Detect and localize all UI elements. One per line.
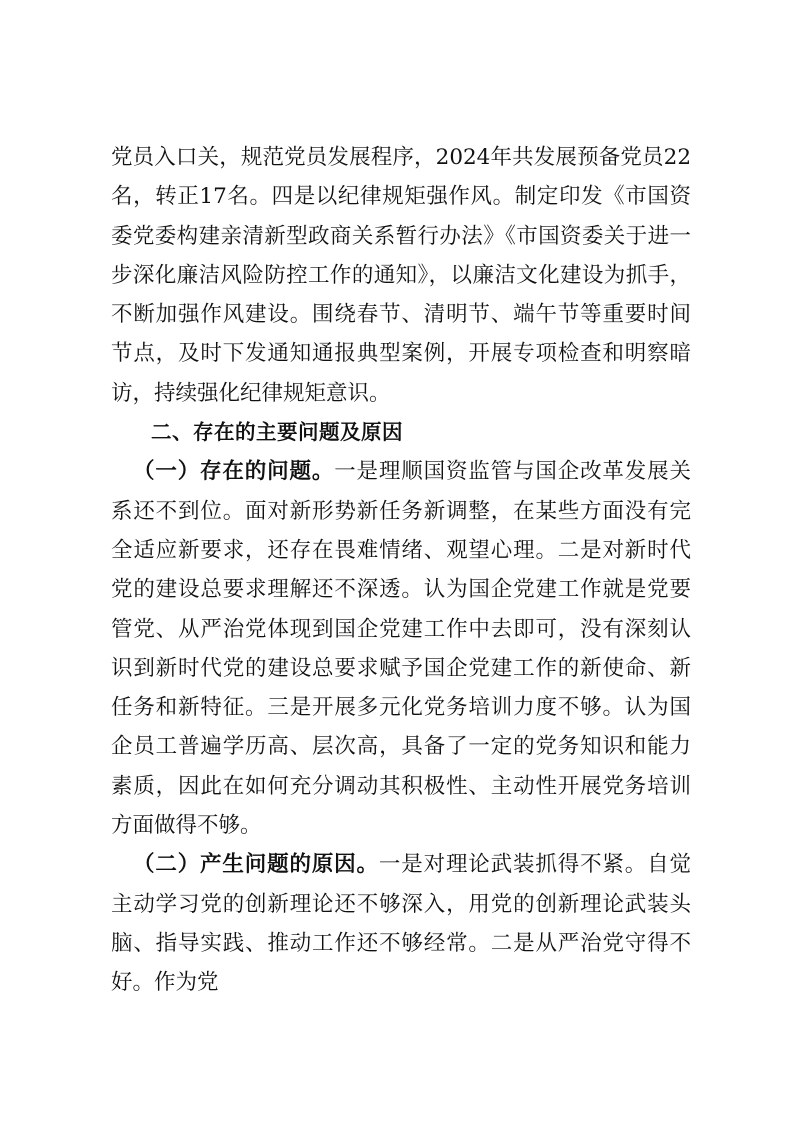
document-body [111, 138, 691, 1003]
subsection-title-existing-problems: （一）存在的问题。 [133, 459, 335, 485]
paragraph-party-discipline [111, 138, 691, 413]
section-heading-problems [111, 413, 691, 452]
paragraph-text: 一是理顺国资监管与国企改革发展关系还不到位。面对新形势新任务新调整，在某些方面没有完全适应新要求，还存在畏难情绪、观望心理。二是对新时代党的建设总要求理解还不深透。认为国企党建工作就是党要管党、从严治党体现到国企党建工作中去即可，没有深刻认识到新时代党的建设总要求赋予国企党建工作的新使命、新任务和新特征。三是开展多元化党务培训力度不够。认为国企员工普遍学历高、层次高，具备了一定的党务知识和能力素质，因此在如何充分调动其积极性、主动性开展党务培训方面做得不够。 [111, 459, 691, 839]
paragraph-text: 党员入口关，规范党员发展程序，2024年共发展预备党员22名，转正17名。四是以纪律规矩强作风。制定印发《市国资委党委构建亲清新型政商关系暂行办法》《市国资委关于进一步深化廉洁风险防控工作的通知》，以廉洁文化建设为抓手，不断加强作风建设。围绕春节、清明节、端午节等重要时间节点，及时下发通知通报典型案例，开展专项检查和明察暗访，持续强化纪律规矩意识。 [111, 145, 691, 406]
paragraph-text: 一是对理论武装抓得不紧。自觉主动学习党的创新理论还不够深入，用党的创新理论武装头脑、指导实践、推动工作还不够经常。二是从严治党守得不好。作为党 [111, 852, 691, 996]
paragraph-existing-problems [111, 452, 691, 845]
paragraph-problem-causes [111, 845, 691, 1002]
heading-text: 二、存在的主要问题及原因 [151, 420, 403, 445]
subsection-title-problem-causes: （二）产生问题的原因。 [133, 852, 379, 878]
